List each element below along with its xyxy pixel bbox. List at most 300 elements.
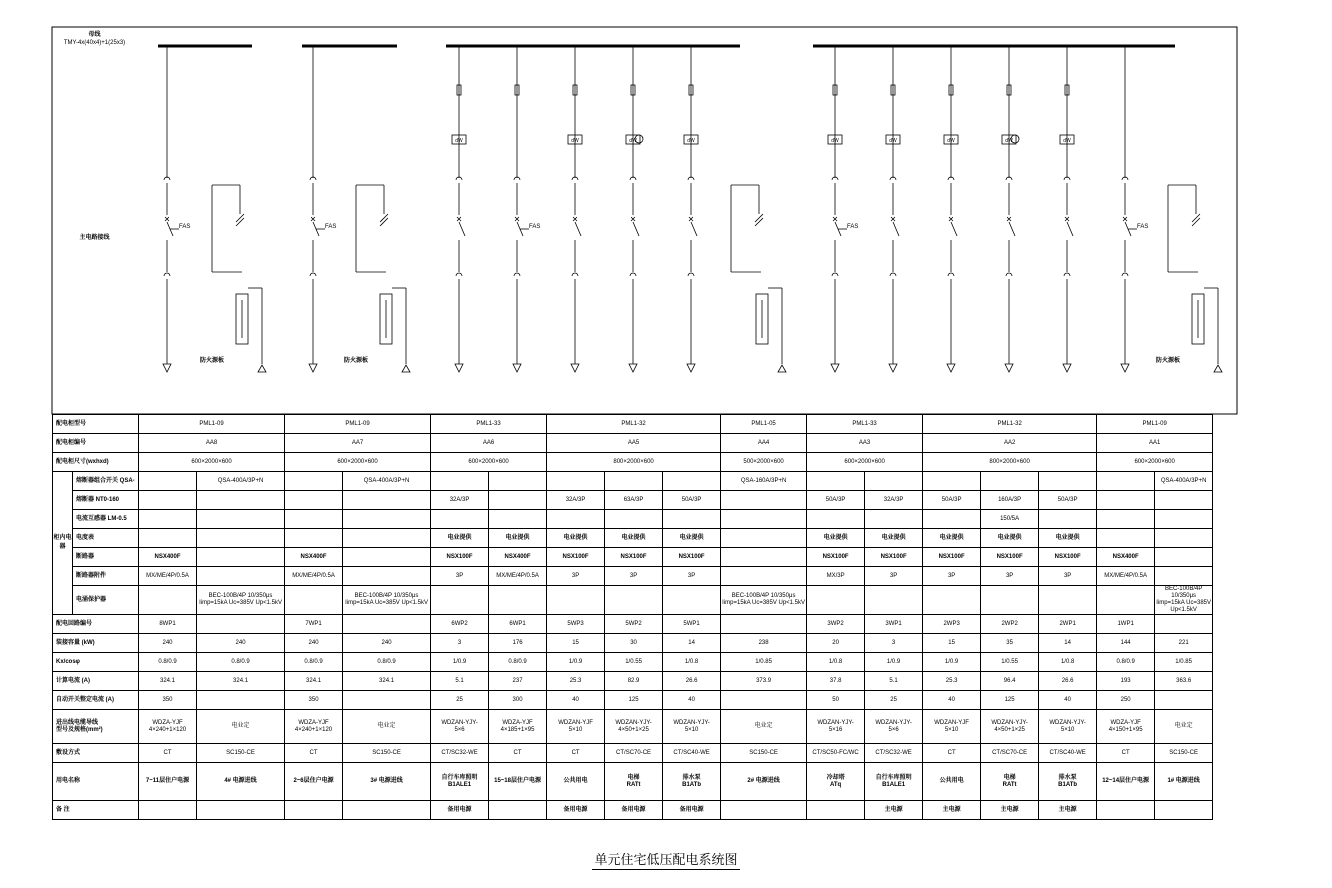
breaker-setting-value: 125 [981, 691, 1039, 710]
cable-spec-value: 电业定 [197, 710, 285, 744]
breaker-x [631, 217, 635, 221]
usage-value: 15~18层住户电源 [489, 763, 547, 801]
cable-spec-value: WDZAN-YJF 5×10 [547, 710, 605, 744]
remarks-value: 主电源 [981, 801, 1039, 820]
row-header-breaker: 断路器 [73, 548, 139, 567]
breaker-accessory-value [1155, 567, 1213, 586]
breaker-x [165, 217, 169, 221]
plug-contact [1122, 273, 1128, 276]
breaker-blade [951, 222, 957, 236]
cabinet-number: AA5 [547, 434, 721, 453]
meter-label: dW [687, 138, 695, 144]
breaker-accessory-value: MX/ME/4P/0.5A [285, 567, 343, 586]
empty-cell [1097, 586, 1155, 615]
breaker-setting-value [1155, 691, 1213, 710]
plug-contact [164, 273, 170, 276]
calc-current-value: 193 [1097, 672, 1155, 691]
cabinet-number: AA4 [721, 434, 807, 453]
installed-capacity-value: 30 [605, 634, 663, 653]
busbar-label: 母线 [88, 32, 101, 38]
breaker-x [1007, 217, 1011, 221]
breaker-value: NSX100F [981, 548, 1039, 567]
energy-meter-value: 电业提供 [981, 529, 1039, 548]
cabinet-model: PML1-05 [721, 415, 807, 434]
laying-method-value: SC150-CE [721, 744, 807, 763]
usage-value: 7~11层住户电源 [139, 763, 197, 801]
breaker-value: NSX400F [285, 548, 343, 567]
kx-cos-value: 1/0.8 [663, 653, 721, 672]
cable-spec-value: WDZAN-YJY- 5×10 [663, 710, 721, 744]
empty-cell [1039, 510, 1097, 529]
cabinet-model: PML1-09 [1097, 415, 1213, 434]
installed-capacity-value: 35 [981, 634, 1039, 653]
fuse-value: 32A/3P [431, 491, 489, 510]
fuse-value [1097, 491, 1155, 510]
fuse-value: 50A/3P [807, 491, 865, 510]
laying-method-value: CT/SC70-CE [981, 744, 1039, 763]
calc-current-value: 373.9 [721, 672, 807, 691]
cable-spec-value: 电业定 [343, 710, 431, 744]
calc-current-value: 324.1 [197, 672, 285, 691]
energy-meter-value: 电业提供 [605, 529, 663, 548]
energy-meter-value: 电业提供 [431, 529, 489, 548]
row-header-component-group: 柜内电器 [53, 472, 73, 615]
remarks-value: 主电源 [1039, 801, 1097, 820]
cabinet-number: AA1 [1097, 434, 1213, 453]
plug-contact [310, 273, 316, 276]
circuit-no-value: 5WP1 [663, 615, 721, 634]
cabinet-size: 500×2000×600 [721, 453, 807, 472]
breaker-x [573, 217, 577, 221]
outgoing-arrow [889, 364, 897, 372]
breaker-setting-value [197, 691, 285, 710]
remarks-value [1097, 801, 1155, 820]
energy-meter-value [197, 529, 285, 548]
outgoing-arrow [309, 364, 317, 372]
cable-spec-value: WDZA-YJF 4×150+1×95 [1097, 710, 1155, 744]
kx-cos-value: 1/0.85 [721, 653, 807, 672]
usage-value: 公共用电 [923, 763, 981, 801]
row-header-number: 配电柜编号 [53, 434, 139, 453]
calc-current-value: 324.1 [285, 672, 343, 691]
installed-capacity-value: 144 [1097, 634, 1155, 653]
circuit-no-value: 7WP1 [285, 615, 343, 634]
parameter-table [52, 414, 1300, 820]
header-busbar [52, 31, 137, 47]
laying-method-value: CT/SC40-WE [1039, 744, 1097, 763]
kx-cos-value: 1/0.55 [981, 653, 1039, 672]
remarks-value: 备用电源 [547, 801, 605, 820]
empty-cell [489, 586, 547, 615]
row-header-circuit-no: 配电回路编号 [53, 615, 139, 634]
plug-contact [456, 273, 462, 276]
fuse-value [197, 491, 285, 510]
row-header-breaker-setting: 自动开关整定电流 (A) [53, 691, 139, 710]
breaker-setting-value: 50 [807, 691, 865, 710]
breaker-blade [691, 222, 697, 236]
breaker-accessory-value: 3P [605, 567, 663, 586]
outgoing-arrow [1005, 364, 1013, 372]
cabinet-model: PML1-09 [285, 415, 431, 434]
plug-contact [890, 273, 896, 276]
cabinet-size: 600×2000×600 [1097, 453, 1213, 472]
usage-value: 冷却塔 ATq [807, 763, 865, 801]
breaker-setting-value: 300 [489, 691, 547, 710]
breaker-x [311, 217, 315, 221]
surge-protector-value: BEC-100B/4P 10/350μs Iimp=15kA Uc=385V Up<1.5kV [721, 586, 807, 615]
installed-capacity-value: 240 [343, 634, 431, 653]
breaker-accessory-value: 3P [981, 567, 1039, 586]
row-header-calc-current: 计算电流 (A) [53, 672, 139, 691]
cabinet-size: 800×2000×600 [547, 453, 721, 472]
breaker-blade [459, 222, 465, 236]
empty-cell [605, 510, 663, 529]
row-header-kx-cos: Kx/cosφ [53, 653, 139, 672]
energy-meter-value [1155, 529, 1213, 548]
breaker-accessory-value: 3P [923, 567, 981, 586]
meter-label: dW [1063, 138, 1071, 144]
row-header-installed-capacity: 装接容量 (kW) [53, 634, 139, 653]
cabinet-size: 600×2000×600 [431, 453, 547, 472]
fuse-value [139, 491, 197, 510]
cabinet-size: 600×2000×600 [139, 453, 285, 472]
breaker-setting-value: 25 [431, 691, 489, 710]
breaker-value: NSX100F [1039, 548, 1097, 567]
surge-arrester [236, 214, 244, 226]
empty-cell [1039, 472, 1097, 491]
kx-cos-value: 1/0.55 [605, 653, 663, 672]
breaker-x [515, 217, 519, 221]
kx-cos-value: 1/0.8 [807, 653, 865, 672]
ground-arrow [402, 365, 410, 372]
cabinet-size: 600×2000×600 [285, 453, 431, 472]
calc-current-value: 324.1 [139, 672, 197, 691]
cabinet-number: AA7 [285, 434, 431, 453]
usage-value: 自行车库照明 B1ALE1 [431, 763, 489, 801]
breaker-value: NSX100F [547, 548, 605, 567]
breaker-accessory-value: 3P [431, 567, 489, 586]
breaker-x [833, 217, 837, 221]
breaker-x [891, 217, 895, 221]
kx-cos-value: 1/0.85 [1155, 653, 1213, 672]
cabinet-number: AA8 [139, 434, 285, 453]
empty-cell [489, 510, 547, 529]
empty-cell [807, 586, 865, 615]
breaker-accessory-value [721, 567, 807, 586]
usage-value: 排水泵 B1ATb [663, 763, 721, 801]
breaker-value: NSX100F [605, 548, 663, 567]
breaker-x [457, 217, 461, 221]
calc-current-value: 324.1 [343, 672, 431, 691]
busbar-spec: TMY-4x(40x4)+1(25x3) [63, 40, 126, 46]
empty-cell [807, 472, 865, 491]
empty-cell [431, 510, 489, 529]
kx-cos-value: 0.8/0.9 [489, 653, 547, 672]
empty-cell [285, 472, 343, 491]
usage-value: 4# 电源进线 [197, 763, 285, 801]
cabinet-size: 600×2000×600 [807, 453, 923, 472]
breaker-accessory-value: 3P [663, 567, 721, 586]
kx-cos-value: 1/0.9 [865, 653, 923, 672]
cable-spec-value: WDZAN-YJY- 5×16 [807, 710, 865, 744]
isolating-switch-value: QSA-400A/3P+N [343, 472, 431, 491]
installed-capacity-value: 238 [721, 634, 807, 653]
isolating-switch-value: QSA-400A/3P+N [197, 472, 285, 491]
usage-value: 排水泵 B1ATb [1039, 763, 1097, 801]
remarks-value [197, 801, 285, 820]
surge-arrester [755, 214, 763, 226]
empty-cell [865, 586, 923, 615]
row-header-usage: 用电名称 [53, 763, 139, 801]
installed-capacity-value: 14 [663, 634, 721, 653]
cable-spec-value: WDZA-YJF 4×240+1×120 [139, 710, 197, 744]
kx-cos-value: 0.8/0.9 [139, 653, 197, 672]
empty-cell [923, 510, 981, 529]
breaker-setting-value: 350 [139, 691, 197, 710]
breaker-setting-value: 25 [865, 691, 923, 710]
calc-current-value: 25.3 [547, 672, 605, 691]
plug-contact [688, 273, 694, 276]
cable-spec-value: WDZA-YJF 4×185+1×95 [489, 710, 547, 744]
calc-current-value: 5.1 [431, 672, 489, 691]
usage-value: 3# 电源进线 [343, 763, 431, 801]
circuit-no-value: 5WP3 [547, 615, 605, 634]
remarks-value: 备用电源 [663, 801, 721, 820]
meter-label: dW [889, 138, 897, 144]
calc-current-value: 5.1 [865, 672, 923, 691]
laying-method-value: CT/SC50-FC/WC [807, 744, 865, 763]
laying-method-value: SC150-CE [343, 744, 431, 763]
empty-cell [139, 472, 197, 491]
empty-cell [547, 472, 605, 491]
calc-current-value: 26.6 [663, 672, 721, 691]
breaker-x [949, 217, 953, 221]
fas-label: FAS [179, 224, 191, 230]
breaker-value: NSX100F [807, 548, 865, 567]
fire-panel-label: 防火源板 [344, 358, 369, 364]
empty-cell [431, 472, 489, 491]
breaker-value: NSX400F [1097, 548, 1155, 567]
cable-spec-value: 电业定 [721, 710, 807, 744]
cabinet-number: AA3 [807, 434, 923, 453]
fuse-value: 50A/3P [663, 491, 721, 510]
usage-value: 自行车库照明 B1ALE1 [865, 763, 923, 801]
meter-label: dW [947, 138, 955, 144]
energy-meter-value: 电业提供 [923, 529, 981, 548]
energy-meter-value: 电业提供 [807, 529, 865, 548]
breaker-blade [633, 222, 639, 236]
diagram-frame [52, 27, 1237, 414]
energy-meter-value [139, 529, 197, 548]
outgoing-arrow [513, 364, 521, 372]
cabinet-model: PML1-33 [431, 415, 547, 434]
installed-capacity-value: 221 [1155, 634, 1213, 653]
meter-label: dW [571, 138, 579, 144]
remarks-value [807, 801, 865, 820]
remarks-value [489, 801, 547, 820]
row-header-surge-protector: 电涌保护器 [73, 586, 139, 615]
surge-protector-value: BEC-100B/4P 10/350μs Iimp=15kA Uc=385V Up<1.5kV [197, 586, 285, 615]
plug-contact [514, 273, 520, 276]
circuit-no-value: 8WP1 [139, 615, 197, 634]
remarks-value [1155, 801, 1213, 820]
circuit-no-value: 3WP1 [865, 615, 923, 634]
meter-label: dW [455, 138, 463, 144]
breaker-setting-value: 40 [1039, 691, 1097, 710]
energy-meter-value [721, 529, 807, 548]
energy-meter-value: 电业提供 [663, 529, 721, 548]
surge-arrester [380, 214, 388, 226]
breaker-accessory-value [197, 567, 285, 586]
remarks-value [343, 801, 431, 820]
cabinet-number: AA2 [923, 434, 1097, 453]
fas-label: FAS [325, 224, 337, 230]
fuse-value: 160A/3P [981, 491, 1039, 510]
cabinet-number: AA6 [431, 434, 547, 453]
calc-current-value: 82.9 [605, 672, 663, 691]
cable-spec-value: WDZAN-YJY- 4×50+1×25 [605, 710, 663, 744]
empty-cell [1097, 472, 1155, 491]
circuit-no-value: 5WP2 [605, 615, 663, 634]
empty-cell [663, 472, 721, 491]
laying-method-value: CT [489, 744, 547, 763]
empty-cell [981, 586, 1039, 615]
laying-method-value: CT/SC40-WE [663, 744, 721, 763]
ground-arrow [258, 365, 266, 372]
fuse-value: 50A/3P [1039, 491, 1097, 510]
plug-contact [832, 273, 838, 276]
installed-capacity-value: 15 [547, 634, 605, 653]
row-header-remarks: 备 注 [53, 801, 139, 820]
breaker-value: NSX400F [489, 548, 547, 567]
breaker-setting-value: 40 [547, 691, 605, 710]
outgoing-arrow [629, 364, 637, 372]
breaker-value: NSX100F [923, 548, 981, 567]
remarks-value: 主电源 [923, 801, 981, 820]
installed-capacity-value: 240 [285, 634, 343, 653]
fas-label: FAS [847, 224, 859, 230]
cable-spec-value: WDZAN-YJY- 5×6 [865, 710, 923, 744]
breaker-accessory-value [343, 567, 431, 586]
breaker-setting-value [721, 691, 807, 710]
row-header-ct: 电流互感器 LM-0.5 [73, 510, 139, 529]
fire-panel-label: 防火源板 [200, 358, 225, 364]
remarks-value [721, 801, 807, 820]
plug-contact [572, 273, 578, 276]
row-header-cable-spec: 进出线电缆导线 型号及规格(mm²) [53, 710, 139, 744]
cable-spec-value: WDZAN-YJY- 5×6 [431, 710, 489, 744]
cabinet-model: PML1-33 [807, 415, 923, 434]
empty-cell [343, 510, 431, 529]
usage-value: 2~6层住户电源 [285, 763, 343, 801]
empty-cell [865, 472, 923, 491]
cabinet-model: PML1-32 [547, 415, 721, 434]
cable-spec-value: WDZAN-YJF 5×10 [923, 710, 981, 744]
surge-protector-value: BEC-100B/4P 10/350μs Iimp=15kA Uc=385V Up<1.5kV [343, 586, 431, 615]
kx-cos-value: 1/0.9 [547, 653, 605, 672]
cable-spec-value: WDZAN-YJY- 5×10 [1039, 710, 1097, 744]
breaker-setting-value: 40 [663, 691, 721, 710]
laying-method-value: CT/SC32-WE [431, 744, 489, 763]
empty-cell [197, 510, 285, 529]
installed-capacity-value: 176 [489, 634, 547, 653]
calc-current-value: 37.8 [807, 672, 865, 691]
breaker-accessory-value: MX/ME/4P/0.5A [139, 567, 197, 586]
remarks-value: 主电源 [865, 801, 923, 820]
kx-cos-value: 0.8/0.9 [1097, 653, 1155, 672]
isolating-switch-value: QSA-400A/3P+N [1155, 472, 1213, 491]
cabinet-size: 800×2000×600 [923, 453, 1097, 472]
fas-label: FAS [529, 224, 541, 230]
breaker-x [689, 217, 693, 221]
installed-capacity-value: 15 [923, 634, 981, 653]
isolating-switch-value: QSA-160A/3P+N [721, 472, 807, 491]
usage-value: 2# 电源进线 [721, 763, 807, 801]
installed-capacity-value: 240 [139, 634, 197, 653]
empty-cell [923, 472, 981, 491]
empty-cell [489, 472, 547, 491]
fuse-value: 32A/3P [865, 491, 923, 510]
kx-cos-value: 0.8/0.9 [343, 653, 431, 672]
row-header-model: 配电柜型号 [53, 415, 139, 434]
laying-method-value: CT [285, 744, 343, 763]
remarks-value: 备用电源 [431, 801, 489, 820]
outgoing-arrow [163, 364, 171, 372]
meter-label: dW [831, 138, 839, 144]
empty-cell [139, 586, 197, 615]
laying-method-value: CT [139, 744, 197, 763]
circuit-no-value: 6WP2 [431, 615, 489, 634]
empty-cell [547, 586, 605, 615]
empty-cell [605, 586, 663, 615]
breaker-setting-value [343, 691, 431, 710]
plug-contact [630, 273, 636, 276]
circuit-no-value: 2WP2 [981, 615, 1039, 634]
usage-value: 12~14层住户电源 [1097, 763, 1155, 801]
breaker-value [1155, 548, 1213, 567]
laying-method-value: SC150-CE [1155, 744, 1213, 763]
plug-contact [1006, 273, 1012, 276]
circuit-no-value [721, 615, 807, 634]
circuit-no-value: 3WP2 [807, 615, 865, 634]
row-header-breaker-accessory: 断路器附件 [73, 567, 139, 586]
kx-cos-value: 1/0.8 [1039, 653, 1097, 672]
energy-meter-value: 电业提供 [865, 529, 923, 548]
row-header-isolating-switch: 熔断器组合开关 QSA- [73, 472, 139, 491]
breaker-blade [1067, 222, 1073, 236]
empty-cell [285, 510, 343, 529]
empty-cell [1155, 510, 1213, 529]
cabinet-model: PML1-09 [139, 415, 285, 434]
breaker-accessory-value: MX/ME/4P/0.5A [1097, 567, 1155, 586]
fuse-value: 32A/3P [547, 491, 605, 510]
empty-cell [663, 586, 721, 615]
installed-capacity-value: 14 [1039, 634, 1097, 653]
installed-capacity-value: 3 [865, 634, 923, 653]
breaker-value: NSX100F [663, 548, 721, 567]
calc-current-value: 96.4 [981, 672, 1039, 691]
empty-cell [431, 586, 489, 615]
empty-cell [663, 510, 721, 529]
outgoing-arrow [1121, 364, 1129, 372]
empty-cell [139, 510, 197, 529]
breaker-accessory-value: 3P [1039, 567, 1097, 586]
remarks-value: 备用电源 [605, 801, 663, 820]
kx-cos-value: 1/0.9 [431, 653, 489, 672]
breaker-value: NSX400F [139, 548, 197, 567]
empty-cell [285, 586, 343, 615]
cable-spec-value: WDZAN-YJY- 4×50+1×25 [981, 710, 1039, 744]
